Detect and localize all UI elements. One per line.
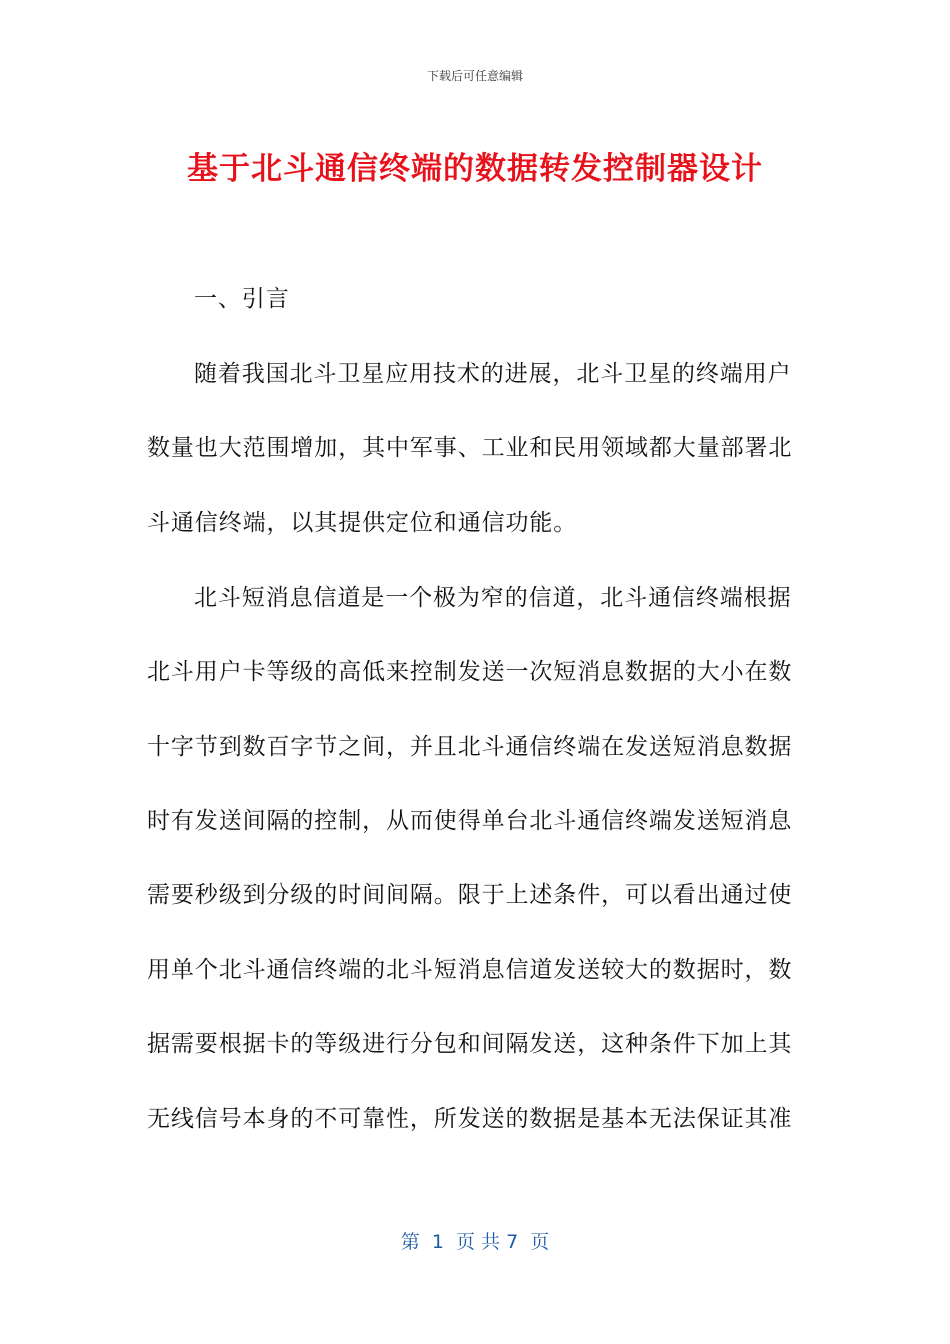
paragraph-2-line-8: 无线信号本身的不可靠性，所发送的数据是基本无法保证其准: [147, 1106, 793, 1132]
header-note: 下载后可任意编辑: [426, 69, 523, 83]
paragraph-2-line-3: 十字节到数百字节之间，并且北斗通信终端在发送短消息数据: [147, 734, 793, 760]
section-heading: 一、引言: [194, 286, 290, 312]
paragraph-2-line-7: 据需要根据卡的等级进行分包和间隔发送，这种条件下加上其: [147, 1031, 793, 1057]
document-title: 基于北斗通信终端的数据转发控制器设计: [187, 151, 763, 187]
paragraph-1-line-1: 随着我国北斗卫星应用技术的进展，北斗卫星的终端用户: [194, 361, 792, 387]
paragraph-2-line-6: 用单个北斗通信终端的北斗短消息信道发送较大的数据时，数: [147, 957, 793, 983]
page-number-footer: 第 1 页 共 7 页: [400, 1231, 550, 1253]
paragraph-1-line-2: 数量也大范围增加，其中军事、工业和民用领域都大量部署北: [147, 435, 793, 461]
paragraph-1-line-3: 斗通信终端，以其提供定位和通信功能。: [147, 510, 578, 536]
paragraph-2-line-2: 北斗用户卡等级的高低来控制发送一次短消息数据的大小在数: [147, 659, 793, 685]
paragraph-2-line-5: 需要秒级到分级的时间间隔。限于上述条件，可以看出通过使: [147, 882, 793, 908]
paragraph-2-line-4: 时有发送间隔的控制，从而使得单台北斗通信终端发送短消息: [147, 808, 793, 834]
paragraph-2-line-1: 北斗短消息信道是一个极为窄的信道，北斗通信终端根据: [194, 585, 792, 611]
